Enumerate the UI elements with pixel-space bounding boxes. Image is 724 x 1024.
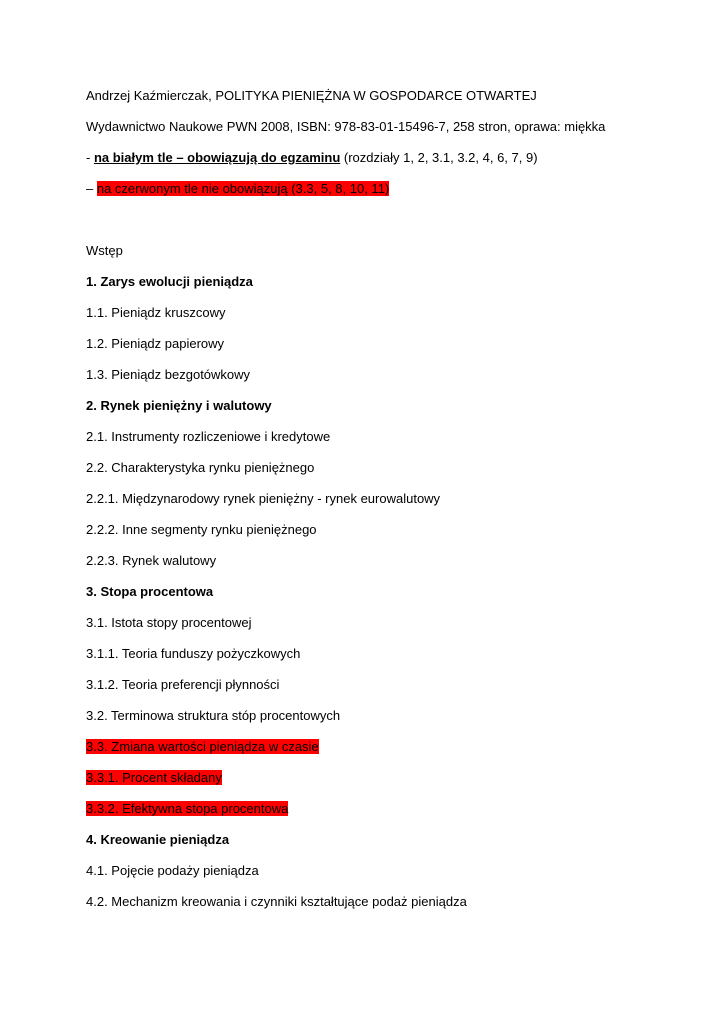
note-excluded-prefix: – — [86, 181, 97, 196]
toc-entry — [86, 243, 123, 259]
toc-entry-text: 1.2. Pieniądz papierowy — [86, 336, 225, 351]
book-publisher-info: Wydawnictwo Naukowe PWN 2008, ISBN: 978-83-01-15496-7, 258 stron, oprawa: miękka — [86, 119, 606, 134]
toc-entry — [86, 677, 279, 693]
toc-entry-text: 3.3.1. Procent składany — [86, 770, 222, 785]
book-author-title: Andrzej Kaźmierczak, POLITYKA PIENIĘŻNA W GOSPODARCE OTWARTEJ — [86, 88, 537, 103]
toc-entry-text: 1. Zarys ewolucji pieniądza — [86, 274, 253, 289]
note-required-list: (rozdziały 1, 2, 3.1, 3.2, 4, 6, 7, 9) — [340, 150, 538, 165]
toc-entry-text: 4.1. Pojęcie podaży pieniądza — [86, 863, 259, 878]
toc-chapter-heading — [86, 274, 253, 290]
toc-entry-text: 2.2. Charakterystyka rynku pieniężnego — [86, 460, 315, 475]
toc-entry-text: Wstęp — [86, 243, 123, 258]
note-required-prefix: - — [86, 150, 94, 165]
toc-entry-text: 1.3. Pieniądz bezgotówkowy — [86, 367, 251, 382]
toc-chapter-heading — [86, 832, 229, 848]
toc-entry-text: 2. Rynek pieniężny i walutowy — [86, 398, 272, 413]
note-excluded-highlight: na czerwonym tle nie obowiązują (3.3, 5, 8, 10, 11) — [96, 181, 390, 196]
toc-chapter-heading — [86, 398, 272, 414]
toc-entry-text: 3.1.1. Teoria funduszy pożyczkowych — [86, 646, 301, 661]
toc-entry — [86, 739, 319, 755]
toc-entry-text: 3.1.2. Teoria preferencji płynności — [86, 677, 280, 692]
toc-entry-text: 2.2.2. Inne segmenty rynku pieniężnego — [86, 522, 317, 537]
toc-entry — [86, 553, 216, 569]
toc-entry-text: 3.3.2. Efektywna stopa procentowa — [86, 801, 289, 816]
toc-entry — [86, 801, 288, 817]
toc-entry — [86, 305, 225, 321]
toc-entry — [86, 491, 440, 507]
toc-entry-text: 1.1. Pieniądz kruszcowy — [86, 305, 226, 320]
note-required-emphasis: na białym tle – obowiązują do egzaminu — [93, 150, 341, 165]
toc-entry — [86, 646, 300, 662]
toc-entry — [86, 770, 222, 786]
toc-entry-text: 2.1. Instrumenty rozliczeniowe i kredytowe — [86, 429, 331, 444]
toc-entry-text: 3. Stopa procentowa — [86, 584, 214, 599]
toc-entry — [86, 460, 314, 476]
toc-entry — [86, 708, 340, 724]
toc-entry — [86, 522, 317, 538]
toc-entry-text: 3.3. Zmiana wartości pieniądza w czasie — [86, 739, 319, 754]
toc-entry — [86, 429, 330, 445]
toc-entry — [86, 615, 251, 631]
note-required-chapters — [86, 150, 538, 166]
toc-entry-text: 3.2. Terminowa struktura stóp procentowych — [86, 708, 341, 723]
toc-entry — [86, 367, 250, 383]
note-excluded-chapters — [86, 181, 389, 197]
toc-entry-text: 2.2.1. Międzynarodowy rynek pieniężny - rynek eurowalutowy — [86, 491, 441, 506]
toc-entry-text: 4. Kreowanie pieniądza — [86, 832, 230, 847]
toc-entry — [86, 894, 467, 910]
toc-entry-text: 3.1. Istota stopy procentowej — [86, 615, 252, 630]
toc-entry — [86, 863, 259, 879]
toc-entry-text: 2.2.3. Rynek walutowy — [86, 553, 217, 568]
toc-entry — [86, 336, 224, 352]
toc-entry-text: 4.2. Mechanizm kreowania i czynniki kształtujące podaż pieniądza — [86, 894, 467, 909]
toc-chapter-heading — [86, 584, 213, 600]
